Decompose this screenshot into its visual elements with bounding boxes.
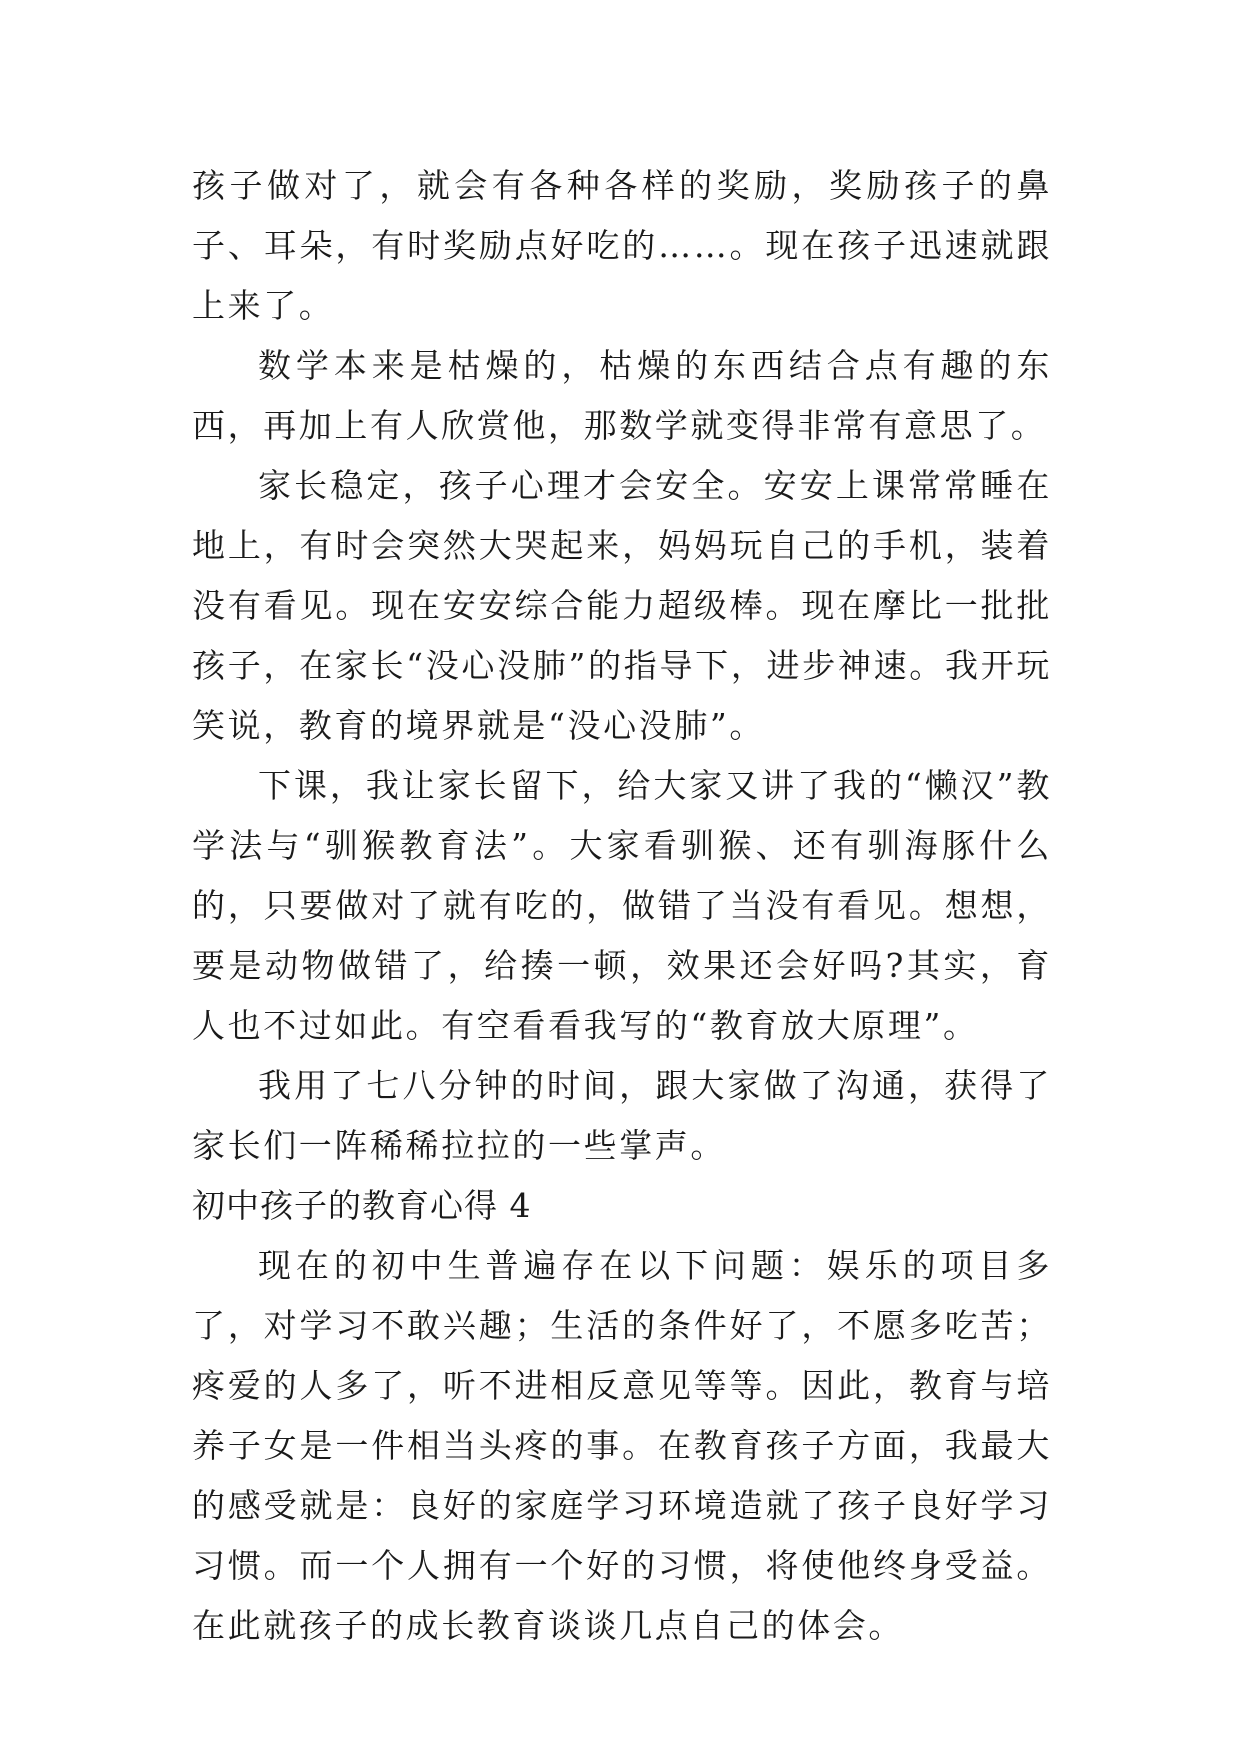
paragraph-5: 我用了七八分钟的时间，跟大家做了沟通，获得了家长们一阵稀稀拉拉的一些掌声。: [192, 1066, 1052, 1165]
section-heading: 初中孩子的教育心得 4: [192, 1186, 532, 1225]
paragraph-1: 孩子做对了，就会有各种各样的奖励，奖励孩子的鼻子、耳朵，有时奖励点好吃的……。现在孩子迅速就跟上来了。: [192, 166, 1052, 325]
paragraph-2: 数学本来是枯燥的，枯燥的东西结合点有趣的东西，再加上有人欣赏他，那数学就变得非常有意思了。: [192, 346, 1052, 445]
document-body: [192, 156, 1052, 1656]
paragraph-4: 下课，我让家长留下，给大家又讲了我的“懒汉”教学法与“驯猴教育法”。大家看驯猴、还有驯海豚什么的，只要做对了就有吃的，做错了当没有看见。想想，要是动物做错了，给揍一顿，效果还会好吗?其实，育人也不过如此。有空看看我写的“教育放大原理”。: [192, 766, 1052, 1045]
paragraph-3: 家长稳定，孩子心理才会安全。安安上课常常睡在地上，有时会突然大哭起来，妈妈玩自己的手机，装着没有看见。现在安安综合能力超级棒。现在摩比一批批孩子，在家长“没心没肺”的指导下，进步神速。我开玩笑说，教育的境界就是“没心没肺”。: [192, 466, 1052, 745]
paragraph-6: 现在的初中生普遍存在以下问题：娱乐的项目多了，对学习不敢兴趣；生活的条件好了，不愿多吃苦；疼爱的人多了，听不进相反意见等等。因此，教育与培养子女是一件相当头疼的事。在教育孩子方面，我最大的感受就是：良好的家庭学习环境造就了孩子良好学习习惯。而一个人拥有一个好的习惯，将使他终身受益。在此就孩子的成长教育谈谈几点自己的体会。: [192, 1246, 1052, 1645]
